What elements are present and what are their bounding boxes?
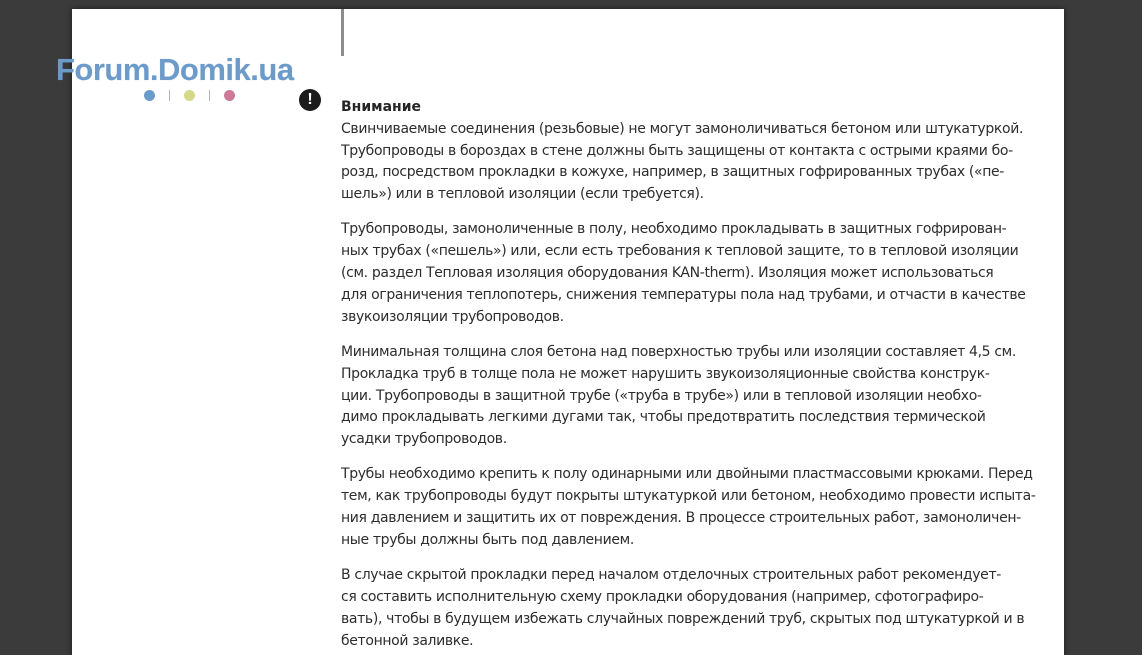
text-line: тем, как трубопроводы будут покрыты штукатуркой или бетоном, необходимо провести испыта- bbox=[341, 488, 1036, 505]
text-line: бетонной заливке. bbox=[341, 632, 474, 649]
text-line: для ограничения теплопотерь, снижения температуры пола над трубами, и отчасти в качестве bbox=[341, 286, 1026, 303]
logo-dot-pink bbox=[224, 90, 235, 101]
document-text bbox=[341, 97, 1036, 655]
section-heading: Внимание bbox=[341, 99, 422, 115]
text-line: ных трубах («пешель») или, если есть требования к тепловой защите, то в тепловой изоляции bbox=[341, 243, 1019, 260]
vertical-rule bbox=[341, 9, 344, 56]
text-line: Трубопроводы в бороздах в стене должны быть защищены от контакта с острыми краями бо- bbox=[341, 142, 1013, 159]
text-line: ные трубы должны быть под давлением. bbox=[341, 531, 634, 548]
text-line: Трубы необходимо крепить к полу одинарными или двойными пластмассовыми крюками. Перед bbox=[341, 466, 1033, 483]
paragraph bbox=[341, 565, 1031, 652]
warning-icon: ! bbox=[299, 89, 321, 111]
logo-separator bbox=[209, 90, 210, 101]
text-line: ции. Трубопроводы в защитной трубе («труба в трубе») или в тепловой изоляции необхо- bbox=[341, 387, 982, 404]
text-line: ния давлением и защитить их от повреждения. В процессе строительных работ, замоноличен- bbox=[341, 510, 1021, 527]
text-line: Свинчиваемые соединения (резьбовые) не могут замоноличиваться бетоном или штукатуркой. bbox=[341, 120, 1024, 137]
text-line: ся составить исполнительную схему прокладки оборудования (например, сфотографиро- bbox=[341, 588, 984, 605]
text-line: усадки трубопроводов. bbox=[341, 431, 507, 448]
paragraph bbox=[341, 219, 1031, 328]
text-line: Минимальная толщина слоя бетона над поверхностью трубы или изоляции составляет 4,5 см. bbox=[341, 343, 1016, 360]
text-line: вать), чтобы в будущем избежать случайных повреждений труб, скрытых под штукатуркой и в bbox=[341, 610, 1025, 627]
paragraph bbox=[341, 342, 1031, 451]
text-line: Прокладка труб в толще пола не может нарушить звукоизоляционные свойства конструк- bbox=[341, 365, 990, 382]
text-line: розд, посредством прокладки в кожухе, например, в защитных гофрированных трубах («пе- bbox=[341, 164, 1005, 181]
logo-separator bbox=[169, 90, 170, 101]
logo-dots bbox=[144, 88, 235, 102]
paragraph-list bbox=[341, 119, 1036, 653]
logo-text: Forum.Domik.ua bbox=[56, 52, 294, 87]
logo-dot-blue bbox=[144, 90, 155, 101]
logo-dot-yellow bbox=[184, 90, 195, 101]
text-line: (см. раздел Тепловая изоляция оборудования KAN-therm). Изоляция может использоваться bbox=[341, 265, 994, 282]
text-line: димо прокладывать легкими дугами так, чтобы предотвратить последствия термической bbox=[341, 409, 986, 426]
paragraph bbox=[341, 464, 1036, 551]
watermark-logo bbox=[56, 52, 326, 102]
text-line: Трубопроводы, замоноличенные в полу, необходимо прокладывать в защитных гофрирован- bbox=[341, 221, 1007, 238]
text-line: В случае скрытой прокладки перед началом отделочных строительных работ рекомендует- bbox=[341, 567, 1001, 584]
document-page bbox=[56, 9, 1064, 655]
text-line: шель») или в тепловой изоляции (если требуется). bbox=[341, 186, 704, 203]
paragraph bbox=[341, 119, 1031, 206]
text-line: звукоизоляции трубопроводов. bbox=[341, 308, 564, 325]
